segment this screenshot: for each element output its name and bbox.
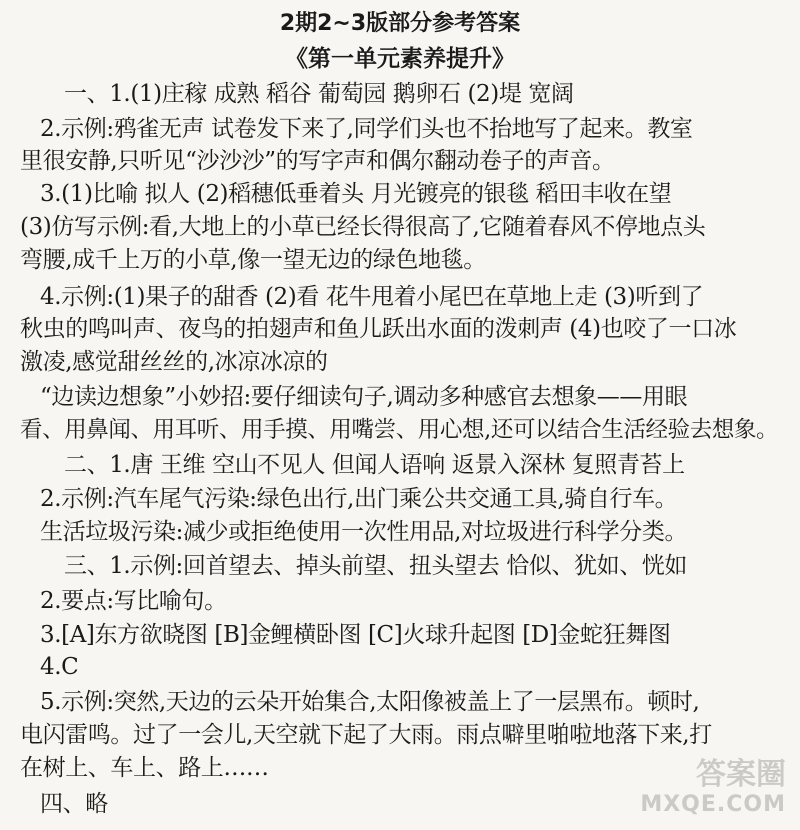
section-title: 《第一单元素养提升》 [285,46,515,72]
answer-line: “边读边想象”小妙招:要仔细读句子,调动多种感官去想象——用眼 [40,384,688,410]
answer-line: 生活垃圾污染:减少或拒绝使用一次性用品,对垃圾进行科学分类。 [40,519,688,545]
answer-line: 四、略 [40,791,108,817]
answer-line: 看、用鼻闻、用耳听、用手摸、用嘴尝、用心想,还可以结合生活经验去想象。 [20,417,779,443]
answer-line: 激凌,感觉甜丝丝的,冰凉冰凉的 [20,349,328,375]
answer-line: 3.(1)比喻 拟人 (2)稻穗低垂着头 月光镀亮的银毯 稻田丰收在望 [40,181,672,207]
answer-line: 5.示例:突然,天边的云朵开始集合,太阳像被盖上了一层黑布。顿时, [40,689,700,715]
answer-line: 里很安静,只听见“沙沙沙”的写字声和偶尔翻动卷子的声音。 [20,148,615,174]
answer-line: 弯腰,成千上万的小草,像一望无边的绿色地毯。 [20,247,486,273]
answer-line: 4.示例:(1)果子的甜香 (2)看 花牛甩着小尾巴在草地上走 (3)听到了 [40,284,704,310]
page-title: 2期2~3版部分参考答案 [279,11,521,36]
answer-line: 在树上、车上、路上…… [20,755,269,781]
answer-line: 2.示例:汽车尾气污染:绿色出行,出门乘公共交通工具,骑自行车。 [40,486,678,512]
answer-line: 三、1.示例:回首望去、掉头前望、扭头望去 恰似、犹如、恍如 [64,553,688,579]
answer-line: 2.要点:写比喻句。 [40,588,227,614]
watermark-logo [640,757,786,820]
answer-line: (3)仿写示例:看,大地上的小草已经长得很高了,它随着春风不停地点头 [20,214,706,240]
answer-line: 3.[A]东方欲晓图 [B]金鲤横卧图 [C]火球升起图 [D]金蛇狂舞图 [40,622,671,648]
watermark-site: MXQE.COM [640,792,786,817]
answer-line: 二、1.唐 王维 空山不见人 但闻人语响 返景入深林 复照青苔上 [64,452,685,478]
answer-line: 秋虫的鸣叫声、夜鸟的拍翅声和鱼儿跃出水面的泼刺声 (4)也咬了一口冰 [20,316,737,342]
watermark-mark: 答案圈 [696,757,786,792]
answer-line: 电闪雷鸣。过了一会儿,天空就下起了大雨。雨点噼里啪啦地落下来,打 [20,722,712,748]
answer-line: 2.示例:鸦雀无声 试卷发下来了,同学们头也不抬地写了起来。教室 [40,116,693,142]
answer-line: 4.C [40,654,79,680]
answer-line: 一、1.(1)庄稼 成熟 稻谷 葡萄园 鹅卵石 (2)堤 宽阔 [64,81,574,107]
